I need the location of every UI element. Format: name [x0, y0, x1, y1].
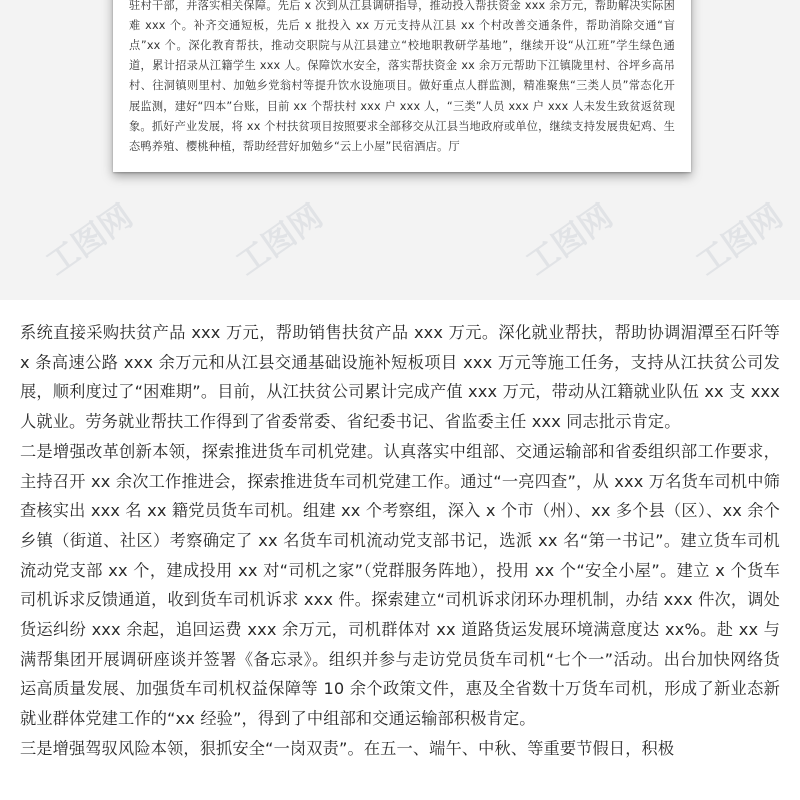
- document-page-snippet: [113, 0, 691, 172]
- document-body: [20, 318, 780, 764]
- watermark: 工图网: [228, 196, 330, 283]
- body-paragraph-3: 三是增强驾驭风险本领，狠抓安全“一岗双责”。在五一、端午、中秋、等重要节假日，积极: [20, 738, 675, 758]
- watermark: 工图网: [688, 196, 790, 283]
- watermark: 工图网: [38, 196, 140, 283]
- document-preview-area: [0, 0, 800, 300]
- snippet-paragraph: 驻村干部，并落实相关保障。先后 x 次到从江县调研指导，推动投入帮扶资金 xxx 余万元，帮助解决实际困难 xxx 个。补齐交通短板，先后 x 批投入 xx 万元支持从江县 xx 个村改善交通条件，帮助消除交通“盲点”xx 个。深化教育帮扶，推动交职院与从江县建立“校地职教研学基地”，继续开设“从江班”学生绿色通道，累计招录从江籍学生 xxx 人。保障饮水安全，落实帮扶资金 xx 余万元帮助下江镇陇里村、谷坪乡高吊村、往洞镇则里村、加勉乡党翁村等提升饮水设施项目。做好重点人群监测，精准聚焦“三类人员”常态化开展监测，建好“四本”台账，目前 xx 个帮扶村 xxx 户 xxx 人，“三类”人员 xxx 户 xxx 人未发生致贫返贫现象。抓好产业发展，将 xx 个村扶贫项目按照要求全部移交从江县当地政府或单位，继续支持发展贵妃鸡、生态鸭养殖、樱桃种植，帮助经营好加勉乡“云上小屋”民宿酒店。厅: [129, 0, 675, 153]
- body-paragraph-1: 系统直接采购扶贫产品 xxx 万元，帮助销售扶贫产品 xxx 万元。深化就业帮扶，帮助协调湄潭至石阡等 x 条高速公路 xxx 余万元和从江县交通基础设施补短板项目 xxx 万元等施工任务，支持从江扶贫公司发展，顺利度过了“困难期”。目前，从江扶贫公司累计完成产值 xxx 万元，带动从江籍就业队伍 xx 支 xxx 人就业。劳务就业帮扶工作得到了省委常委、省纪委书记、省监委主任 xxx 同志批示肯定。: [20, 323, 780, 432]
- watermark: 工图网: [518, 196, 620, 283]
- body-paragraph-2: 二是增强改革创新本领，探索推进货车司机党建。认真落实中组部、交通运输部和省委组织部工作要求，主持召开 xx 余次工作推进会，探索推进货车司机党建工作。通过“一亮四查”，从 xxx 万名货车司机中筛查核实出 xxx 名 xx 籍党员货车司机。组建 xx 个考察组，深入 x 个市（州）、xx 多个县（区）、xx 余个乡镇（街道、社区）考察确定了 xx 名货车司机流动党支部书记，选派 xx 名“第一书记”。建立货车司机流动党支部 xx 个，建成投用 xx 对“司机之家”（党群服务阵地），投用 xx 个“安全小屋”。建立 x 个货车司机诉求反馈通道，收到货车司机诉求 xxx 件。探索建立“司机诉求闭环办理机制，办结 xxx 件次，调处货运纠纷 xxx 余起，追回运费 xxx 余万元，司机群体对 xx 道路货运发展环境满意度达 xx%。赴 xx 与满帮集团开展调研座谈并签署《备忘录》。组织并参与走访党员货车司机“七个一”活动。出台加快网络货运高质量发展、加强货车司机权益保障等 10 余个政策文件，惠及全省数十万货车司机，形成了新业态新就业群体党建工作的“xx 经验”，得到了中组部和交通运输部积极肯定。: [20, 441, 780, 729]
